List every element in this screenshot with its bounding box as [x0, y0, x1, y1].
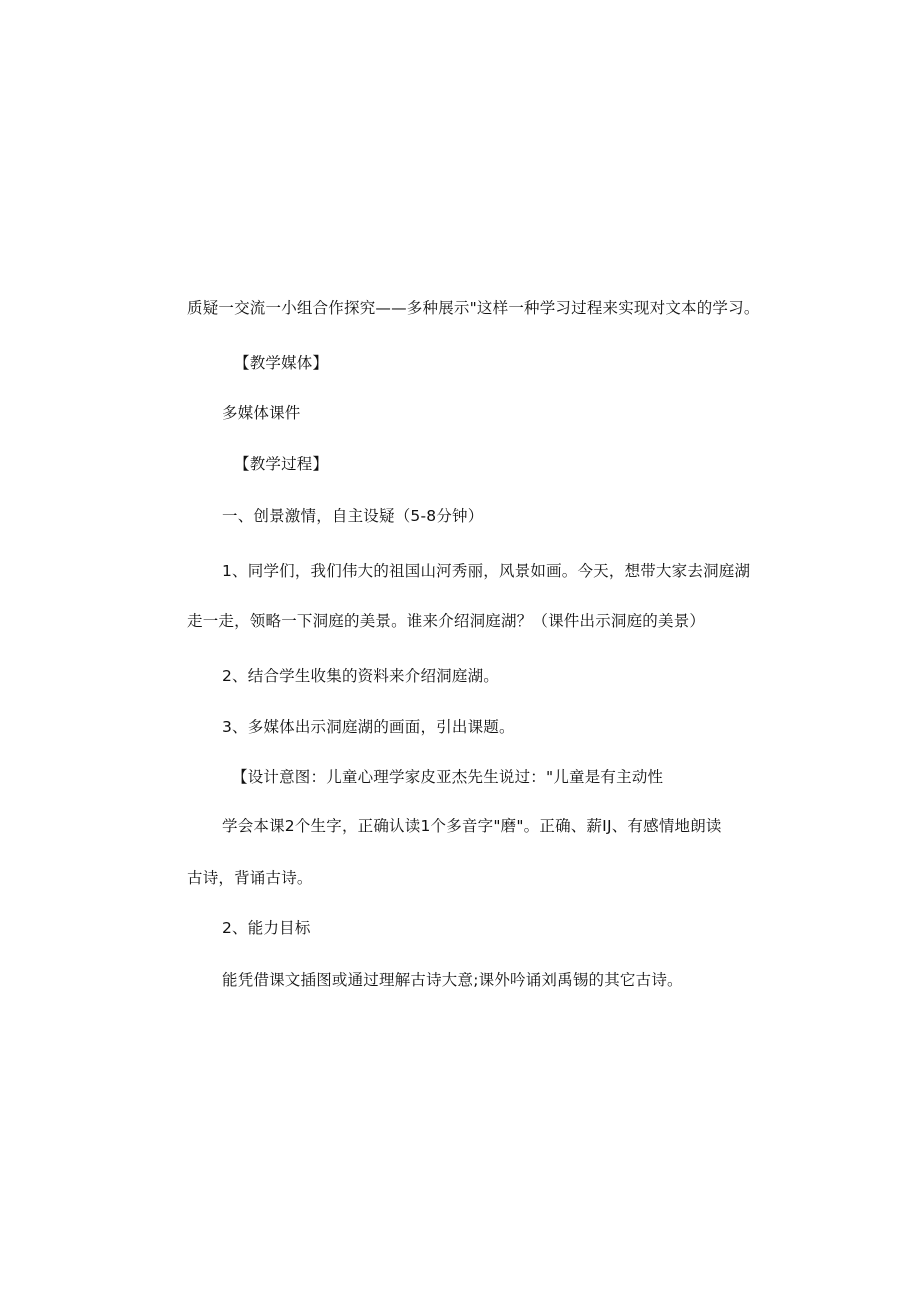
- paragraph-media-content: 多媒体课件: [222, 404, 301, 422]
- step-heading-1: 一、创景激情，自主设疑（5-8分钟）: [222, 507, 484, 525]
- section-heading-teaching-process: 【教学过程】: [234, 455, 329, 473]
- knowledge-goal-line-2: 古诗，背诵古诗。: [187, 869, 313, 887]
- paragraph-intro-tail: 质疑一交流一小组合作探究——多种展示"这样一种学习过程来实现对文本的学习。: [187, 299, 760, 317]
- step-1-item-2: 2、结合学生收集的资料来介绍洞庭湖。: [222, 667, 499, 685]
- knowledge-goal-line-1: 学会本课2个生字，正确认读1个多音字"磨"。正确、薪IJ、有感情地朗读: [222, 817, 722, 835]
- ability-goal-heading: 2、能力目标: [222, 919, 311, 937]
- section-heading-teaching-media: 【教学媒体】: [234, 354, 329, 372]
- ability-goal-content: 能凭借课文插图或通过理解古诗大意;课外吟诵刘禹锡的其它古诗。: [222, 971, 683, 989]
- step-1-item-1-line-1: 1、同学们，我们伟大的祖国山河秀丽，风景如画。今天，想带大家去洞庭湖: [222, 562, 751, 580]
- design-intent: 【设计意图：儿童心理学家皮亚杰先生说过："儿童是有主动性: [232, 768, 664, 786]
- step-1-item-1-line-2: 走一走，领略一下洞庭的美景。谁来介绍洞庭湖？（课件出示洞庭的美景）: [187, 612, 706, 630]
- step-1-item-3: 3、多媒体出示洞庭湖的画面，引出课题。: [222, 718, 515, 736]
